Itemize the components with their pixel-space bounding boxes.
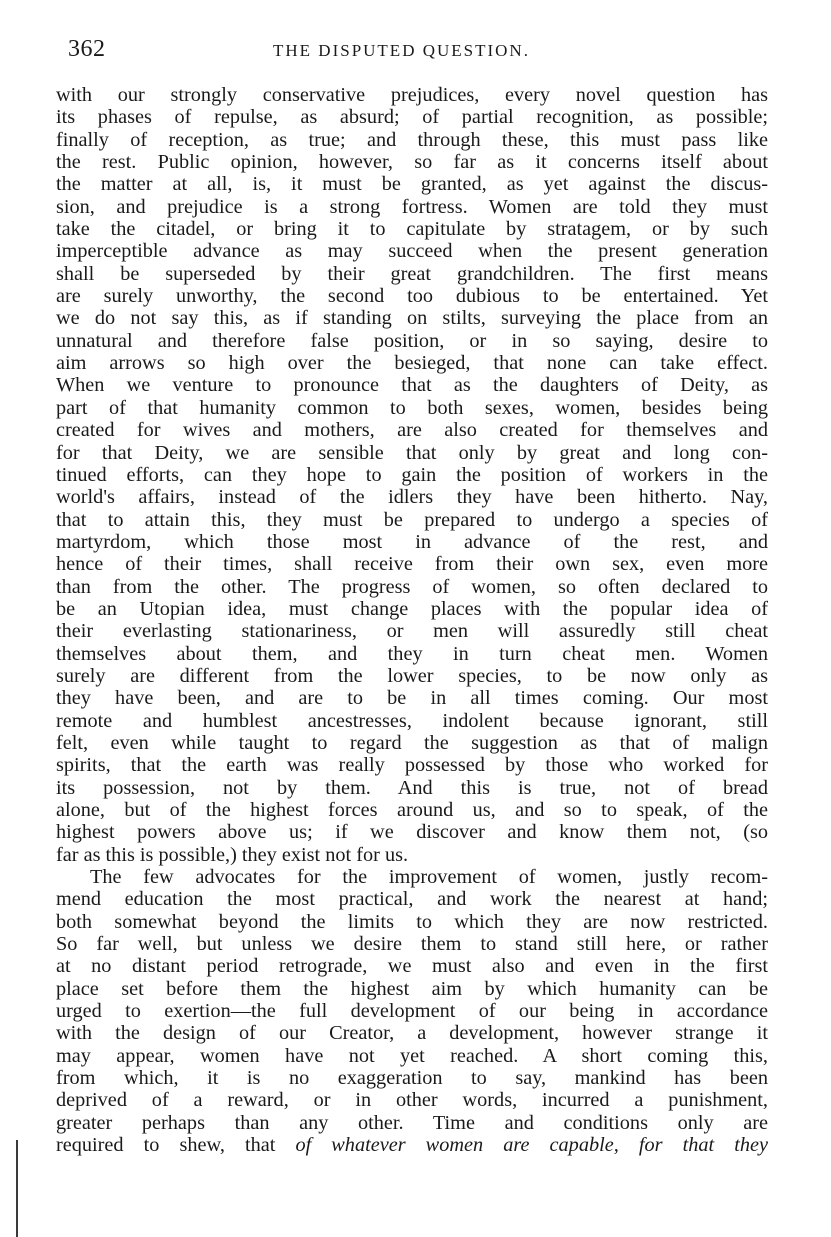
text-line: from which, it is no exaggeration to say, mankind has been (56, 1067, 768, 1090)
text-line: they have been, and are to be in all times coming. Our most (56, 687, 768, 710)
final-line-italic: of whatever women are capable, for that they (295, 1134, 768, 1157)
text-line: unnatural and therefore false position, or in so saying, desire to (56, 329, 768, 352)
text-line: the rest. Public opinion, however, so far as it concerns itself about (56, 151, 768, 174)
text-line: tinued efforts, can they hope to gain the position of workers in the (56, 463, 768, 486)
text-line: take the citadel, or bring it to capitulate by stratagem, or by such (56, 218, 768, 241)
text-line: both somewhat beyond the limits to which they are now restricted. (56, 910, 768, 933)
text-line: When we venture to pronounce that as the daughters of Deity, as (56, 374, 768, 397)
text-line: far as this is possible,) they exist not for us. (56, 843, 409, 866)
text-line: deprived of a reward, or in other words, incurred a punishment, (56, 1089, 768, 1112)
text-line: be an Utopian idea, must change places with the popular idea of (56, 597, 768, 620)
final-line-roman: required to shew, that (56, 1134, 296, 1157)
text-line: world's affairs, instead of the idlers they have been hitherto. Nay, (56, 486, 768, 509)
text-line: imperceptible advance as may succeed when the present generation (56, 240, 768, 263)
page-number: 362 (68, 36, 106, 62)
text-line: we do not say this, as if standing on stilts, surveying the place from an (56, 307, 768, 330)
text-line: its possession, not by them. And this is true, not of bread (56, 776, 768, 799)
text-line: The few advocates for the improvement of women, justly recom- (90, 866, 768, 889)
text-line: sion, and prejudice is a strong fortress. Women are told they must (56, 195, 768, 218)
page-header (68, 36, 768, 66)
text-line: its phases of repulse, as absurd; of partial recognition, as possible; (56, 106, 768, 129)
text-line: created for wives and mothers, are also created for themselves and (56, 419, 768, 442)
text-line: shall be superseded by their great grandchildren. The first means (56, 262, 768, 285)
text-line: greater perhaps than any other. Time and conditions only are (56, 1111, 768, 1134)
text-line: at no distant period retrograde, we must also and even in the first (56, 955, 768, 978)
text-line: highest powers above us; if we discover and know them not, (so (56, 821, 768, 844)
page-edge-rule (16, 1140, 18, 1237)
text-line: alone, but of the highest forces around us, and so to speak, of the (56, 799, 768, 821)
text-line: that to attain this, they must be prepared to undergo a species of (56, 508, 768, 531)
text-line: remote and humblest ancestresses, indolent because ignorant, still (56, 709, 768, 732)
body-text (56, 84, 768, 1157)
text-line: hence of their times, shall receive from their own sex, even more (56, 553, 768, 576)
text-line: the matter at all, is, it must be granted, as yet against the discus- (56, 173, 768, 196)
text-line: with our strongly conservative prejudices, every novel question has (56, 84, 768, 106)
text-line: mend education the most practical, and work the nearest at hand; (56, 888, 768, 911)
text-line: for that Deity, we are sensible that only by great and long con- (56, 441, 768, 464)
text-line: than from the other. The progress of women, so often declared to (56, 575, 768, 598)
text-line: spirits, that the earth was really possessed by those who worked for (56, 754, 768, 777)
text-line: surely are different from the lower species, to be now only as (56, 664, 768, 687)
text-line: aim arrows so high over the besieged, that none can take effect. (56, 352, 768, 375)
running-title: THE DISPUTED QUESTION. (273, 41, 530, 60)
text-line: may appear, women have not yet reached. A short coming this, (56, 1044, 768, 1067)
text-line: martyrdom, which those most in advance of the rest, and (56, 530, 768, 553)
text-line: themselves about them, and they in turn cheat men. Women (56, 642, 768, 665)
text-line: their everlasting stationariness, or men will assuredly still cheat (56, 620, 768, 643)
text-line: with the design of our Creator, a development, however strange it (56, 1022, 768, 1045)
text-line: place set before them the highest aim by which humanity can be (56, 977, 768, 1000)
text-line: are surely unworthy, the second too dubious to be entertained. Yet (56, 285, 768, 308)
text-line: So far well, but unless we desire them to stand still here, or rather (56, 933, 768, 956)
text-line: part of that humanity common to both sexes, women, besides being (56, 396, 768, 419)
text-line: finally of reception, as true; and through these, this must pass like (56, 128, 768, 151)
text-line: felt, even while taught to regard the suggestion as that of malign (56, 731, 768, 754)
text-line: urged to exertion—the full development of our being in accordance (56, 1000, 768, 1023)
text-line-final (56, 1134, 768, 1156)
